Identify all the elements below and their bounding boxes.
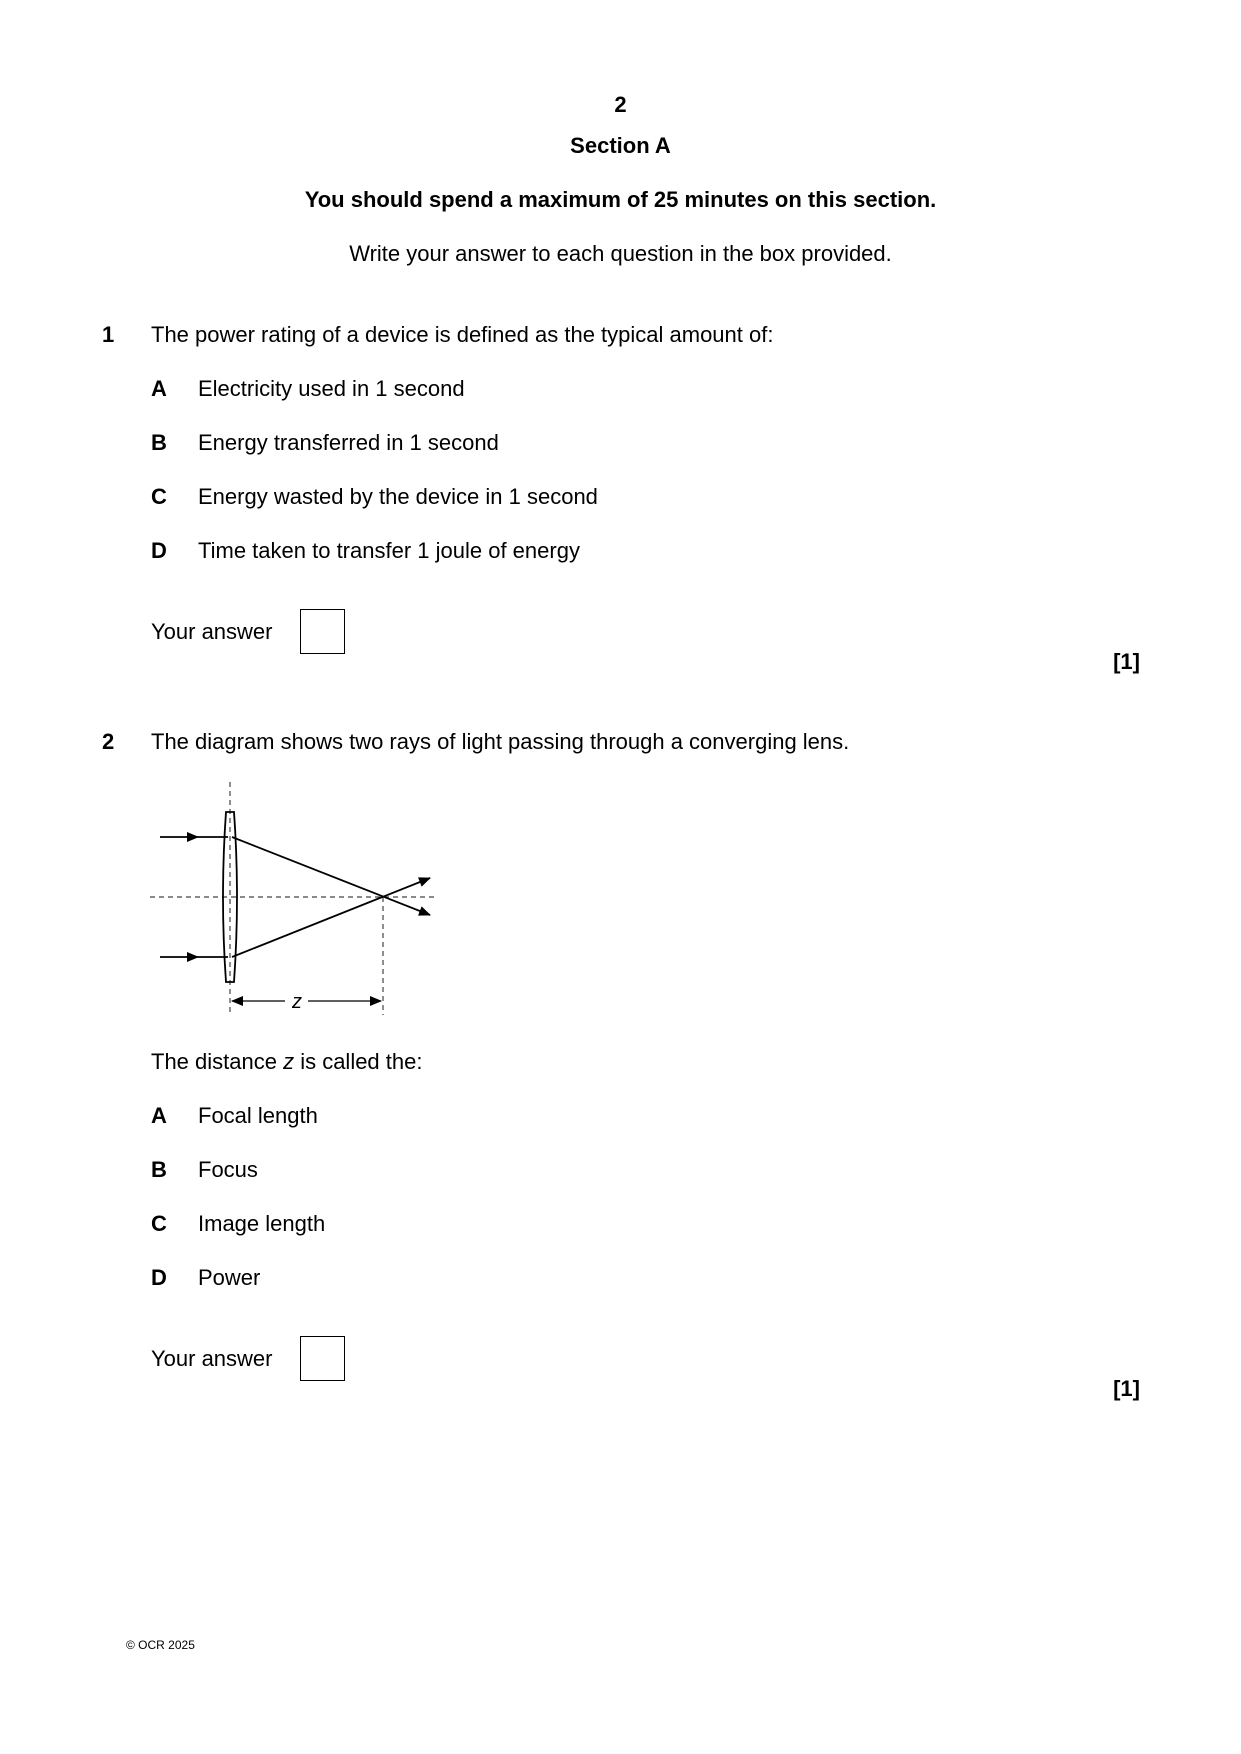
question-2-prompt-after: is called the: bbox=[294, 1049, 423, 1074]
question-2-option-d-letter: D bbox=[151, 1265, 167, 1290]
question-1-answer-box[interactable] bbox=[300, 609, 345, 654]
question-2-option-c-text: Image length bbox=[198, 1211, 326, 1236]
question-2-answer-box[interactable] bbox=[300, 1336, 345, 1381]
question-1-option-a-text: Electricity used in 1 second bbox=[198, 376, 465, 401]
copyright-footer: © OCR 2025 bbox=[126, 1638, 195, 1652]
refracted-ray-top bbox=[232, 837, 430, 915]
question-2-marks: [1] bbox=[1113, 1376, 1140, 1401]
question-1-option-b-letter: B bbox=[151, 430, 167, 455]
question-2-option-d-text: Power bbox=[198, 1265, 261, 1290]
question-2-text: The diagram shows two rays of light passing through a converging lens. bbox=[151, 729, 850, 754]
question-1-number: 1 bbox=[102, 322, 115, 347]
answer-instruction: Write your answer to each question in the box provided. bbox=[349, 241, 892, 266]
question-2-prompt-before: The distance bbox=[151, 1049, 284, 1074]
question-1-text: The power rating of a device is defined as the typical amount of: bbox=[151, 322, 774, 347]
question-2-option-b-letter: B bbox=[151, 1157, 167, 1182]
question-2-option-b-text: Focus bbox=[198, 1157, 258, 1182]
question-1-option-c-text: Energy wasted by the device in 1 second bbox=[198, 484, 598, 509]
question-2-prompt-variable: z bbox=[283, 1049, 295, 1074]
question-1-option-a-letter: A bbox=[151, 376, 167, 401]
question-2-option-a-letter: A bbox=[151, 1103, 167, 1128]
page-number: 2 bbox=[614, 92, 627, 117]
question-2-option-c-letter: C bbox=[151, 1211, 167, 1236]
refracted-ray-bottom bbox=[232, 878, 430, 957]
section-title: Section A bbox=[570, 133, 671, 158]
question-1-option-d-text: Time taken to transfer 1 joule of energy bbox=[198, 538, 580, 563]
question-2-number: 2 bbox=[102, 729, 115, 754]
question-2-prompt bbox=[151, 1049, 422, 1075]
question-2-answer-label: Your answer bbox=[151, 1346, 273, 1371]
dimension-label-z: z bbox=[292, 991, 302, 1013]
question-1-option-d-letter: D bbox=[151, 538, 167, 563]
question-2-option-a-text: Focal length bbox=[198, 1103, 318, 1128]
time-instruction: You should spend a maximum of 25 minutes on this section. bbox=[304, 187, 937, 212]
question-1-marks: [1] bbox=[1113, 649, 1140, 674]
question-1-answer-label: Your answer bbox=[151, 619, 273, 644]
converging-lens-diagram bbox=[140, 770, 450, 1020]
question-1-option-c-letter: C bbox=[151, 484, 167, 509]
question-1-option-b-text: Energy transferred in 1 second bbox=[198, 430, 499, 455]
